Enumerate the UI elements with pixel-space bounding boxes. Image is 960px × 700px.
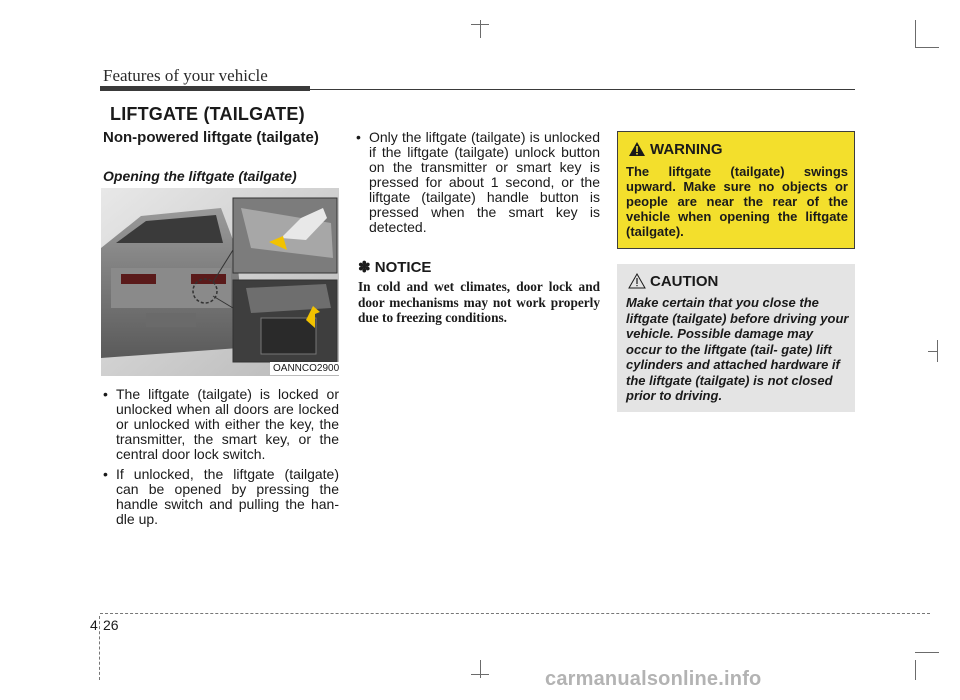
- header-rule-thick: [100, 86, 310, 91]
- notice-symbol: ✽: [358, 259, 371, 276]
- crop-mark: [915, 20, 916, 48]
- bullet-list-col2: [356, 130, 600, 240]
- sub-heading: Non-powered liftgate (tailgate): [103, 129, 319, 146]
- crop-mark: [937, 340, 938, 362]
- footer-rule: [100, 613, 930, 614]
- watermark: carmanualsonline.info: [545, 668, 762, 690]
- crop-mark: [471, 674, 489, 675]
- header-rule-thin: [310, 89, 855, 90]
- page-number: 26: [103, 617, 119, 633]
- crop-mark: [480, 660, 481, 678]
- warning-text: The liftgate (tailgate) swings upward. Make sure no objects or people are near the rear of the vehicle when opening the liftgate (tailgate).: [626, 164, 848, 239]
- footer-divider: [99, 616, 101, 680]
- warning-title: WARNING: [650, 141, 723, 158]
- list-item: • If unlocked, the liftgate (tailgate) can be opened by pressing the handle switch and pulling the han- dle up.: [103, 467, 339, 527]
- crop-mark: [480, 20, 481, 38]
- notice-heading: [358, 258, 431, 276]
- section-heading: LIFTGATE (TAILGATE): [110, 104, 305, 124]
- list-item: • Only the liftgate (tailgate) is unlocked if the liftgate (tailgate) unlock button on the transmitter or smart key is pressed for about 1 second, or the liftgate (tailgate) handle button is pressed when the smart key is detected.: [356, 130, 600, 235]
- warning-triangle-icon: [628, 141, 646, 157]
- liftgate-illustration: [101, 188, 339, 376]
- crop-mark: [471, 24, 489, 25]
- crop-mark: [915, 652, 939, 653]
- caution-text: Make certain that you close the liftgate (tailgate) before driving your vehicle. Possible damage may occur to the liftgate (tail- gate) lift cylinders and attached hardware if the liftgate (tailgate) is not closed prior to driving.: [626, 295, 849, 403]
- crop-mark: [915, 660, 916, 680]
- caution-title: CAUTION: [650, 273, 719, 290]
- crop-mark: [915, 47, 939, 48]
- chapter-title: Features of your vehicle: [103, 66, 268, 85]
- sub-sub-heading: Opening the liftgate (tailgate): [103, 168, 297, 184]
- crop-mark: [928, 351, 937, 352]
- page-chapter-number: 4: [90, 617, 98, 633]
- figure-caption: OANNCO2900: [270, 362, 342, 375]
- caution-triangle-icon: [628, 273, 646, 289]
- notice-title: NOTICE: [374, 259, 432, 276]
- bullet-list-col1: [103, 387, 339, 532]
- liftgate-illustration-svg: [101, 188, 339, 376]
- list-item: • The liftgate (tailgate) is locked or unlocked when all doors are locked or unlocked with either the key, the transmitter, the smart key, or the central door lock switch.: [103, 387, 339, 462]
- notice-body: In cold and wet climates, door lock and door mechanisms may not work properly due to freezing conditions.: [358, 279, 600, 325]
